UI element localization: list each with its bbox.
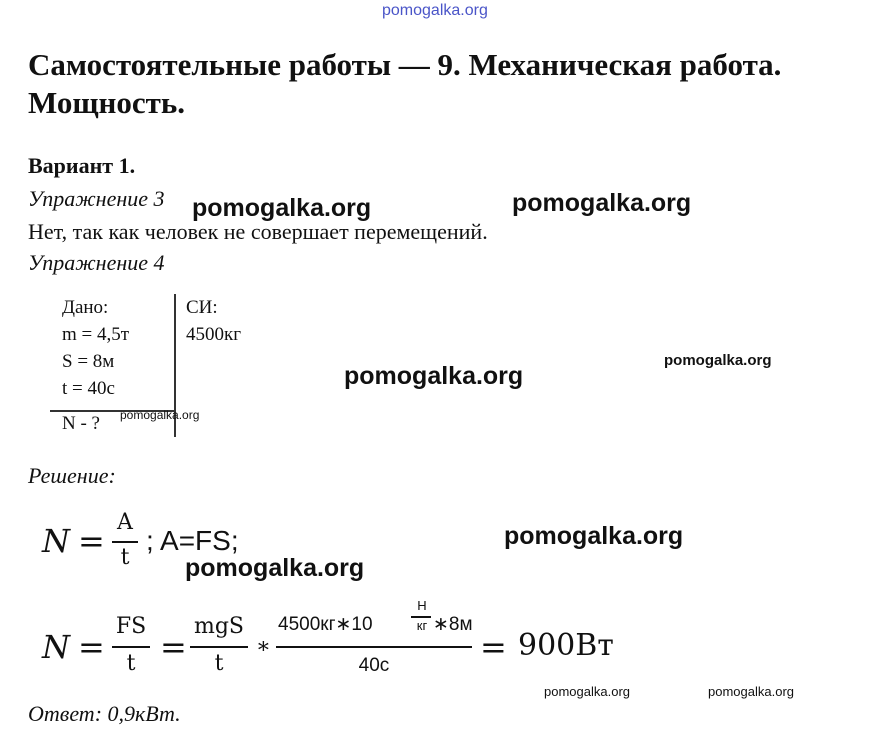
exercise3-label: Упражнение 3 xyxy=(28,186,165,211)
formula2-f1-numerator: FS xyxy=(115,614,147,639)
exercise3-answer: Нет, так как человек не совершает перемещений. xyxy=(28,219,488,244)
formula1-numerator: A xyxy=(117,510,133,535)
formula2-equals2: = xyxy=(160,628,187,666)
formula1-denominator: t xyxy=(120,545,130,570)
watermark: pomogalka.org xyxy=(664,352,772,369)
page-title: Самостоятельные работы — 9. Механическая работа. Мощность. xyxy=(28,47,782,120)
given-time: t = 40с xyxy=(62,378,115,399)
exercise4-label: Упражнение 4 xyxy=(28,250,165,275)
formula2-f2-numerator: mgS xyxy=(193,614,244,639)
formula2-f1-den-wrap xyxy=(108,651,154,676)
watermark: pomogalka.org xyxy=(512,189,692,217)
solution-label: Решение: xyxy=(28,463,116,488)
formula2-result: 900Вт xyxy=(518,628,614,663)
watermark: pomogalka.org xyxy=(708,684,794,699)
formula2-f1-denominator: t xyxy=(126,651,136,676)
watermark: pomogalka.org xyxy=(344,362,524,390)
formula2-f1-bar xyxy=(112,646,150,648)
watermark: pomogalka.org xyxy=(544,684,630,699)
formula1-equals: = xyxy=(78,522,105,560)
formula2-f2-den-wrap xyxy=(186,651,252,676)
si-header: СИ: xyxy=(186,297,218,318)
given-distance: S = 8м xyxy=(62,351,115,372)
watermark: pomogalka.org xyxy=(185,554,365,582)
final-answer: Ответ: 0,9кВт. xyxy=(28,701,181,726)
formula1-tail: ; A=FS; xyxy=(146,525,239,556)
given-header: Дано: xyxy=(62,297,109,318)
formula2-f2-num-wrap xyxy=(186,614,252,639)
formula2-lhs: N xyxy=(42,628,70,666)
formula2-f3-denominator: 40с xyxy=(358,655,390,676)
formula2-f3-num-b: ∗8м xyxy=(433,614,473,635)
formula2-f2-denominator: t xyxy=(214,651,224,676)
find-power: N - ? xyxy=(62,413,100,434)
formula2-f3-unit-num: Н xyxy=(417,598,427,613)
formula1-lhs: N xyxy=(42,522,70,560)
watermark-top: pomogalka.org xyxy=(382,2,488,19)
formula2-equals3: = xyxy=(480,628,507,666)
given-mass: m = 4,5т xyxy=(62,324,130,345)
variant-heading: Вариант 1. xyxy=(28,153,136,178)
formula2-times: ∗ xyxy=(256,634,271,659)
formula1-fraction-bar xyxy=(112,541,138,543)
formula1-fraction xyxy=(110,510,140,535)
watermark: pomogalka.org xyxy=(192,194,372,222)
watermark: pomogalka.org xyxy=(120,408,200,422)
formula2-f3-bar xyxy=(276,646,472,648)
formula2-f1-num-wrap xyxy=(108,614,154,639)
si-mass: 4500кг xyxy=(186,324,242,345)
formula2-f3-unit-den: кг xyxy=(416,618,428,633)
watermark: pomogalka.org xyxy=(504,522,684,550)
formula2-f2-bar xyxy=(190,646,248,648)
formula2-equals1: = xyxy=(78,628,105,666)
formula2-f3-num-a: 4500кг∗10 xyxy=(278,614,373,635)
formula1-denominator-wrap xyxy=(110,545,140,570)
